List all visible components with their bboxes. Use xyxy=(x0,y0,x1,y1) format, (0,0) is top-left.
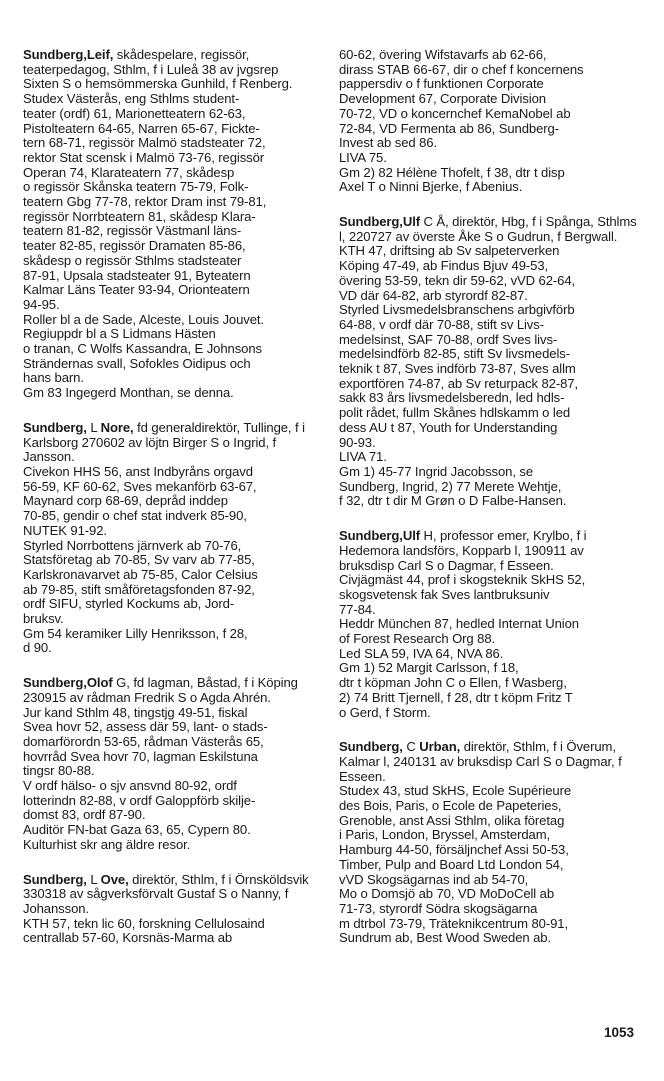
biography-entry xyxy=(339,215,637,509)
given-name: Ulf xyxy=(402,214,420,230)
entry-headline xyxy=(23,676,313,705)
entry-title-text: fd generaldirektör, Tullinge, f i Karlsborg 270602 av löjtn Birger S o Ingrid, f Jansson. xyxy=(23,419,305,465)
entry-paragraph: Civjägmäst 44, prof i skogsteknik SkHS 52, skogsvetensk fak Sves lantbruksuniv 77-84. xyxy=(339,572,586,617)
entry-paragraph: Jur kand Sthlm 48, tingstjg 49-51, fiskal Svea hovr 52, assess där 59, lant- o stads- domarförordn 53-65, rådman Västerås 65, hovrråd Svea hovr 70, lagman Eskilstuna tingsr 80-88. xyxy=(23,704,268,779)
biography-entry xyxy=(339,529,637,720)
entry-surname: Sundberg, xyxy=(23,871,87,887)
entry-title-text: direktör, Sthlm, f i Örnsköldsvik 330318 av sågverksförvalt Gustaf S o Nanny, f Johansson. xyxy=(23,871,309,916)
given-name-prefix: C xyxy=(402,739,420,755)
entry-paragraph: Roller bl a de Sade, Alceste, Louis Jouvet. Regiuppdr bl a S Lidmans Hästen o tranan, C Wolfs Kassandra, E Johnsons Strändernas svall, Sofokles Oidipus och hans barn. xyxy=(23,311,264,386)
entry-paragraph: LIVA 75. xyxy=(339,149,387,165)
given-name: Olof xyxy=(86,675,113,691)
entry-paragraph: LIVA 71. xyxy=(339,449,387,465)
entry-paragraph: Gm 83 Ingegerd Monthan, se denna. xyxy=(23,385,234,401)
entry-title-text: direktör, Sthlm, f i Överum, Kalmar l, 240131 av bruksdisp Carl S o Dagmar, f Esseen. xyxy=(339,739,622,784)
entry-paragraph: Styrled Norrbottens järnverk ab 70-76, Statsföretag ab 70-85, Sv varv ab 77-85, Karlskronavarvet ab 75-85, Calor Celsius ab 79-85, stift småföretagsfonden 87-92, ordf SIFU, styrled Kockums ab, Jord- bruksv. xyxy=(23,537,258,627)
entry-paragraph: Studex Västerås, eng Sthlms student- teater (ordf) 61, Marionetteatern 62-63, Pistolteatern 64-65, Narren 65-67, Fickte- tern 68-71, regissör Malmö stadsteater 72, rektor Stat scensk i Malmö 73-76, regissör Operan 74, Klarateatern 77, skådesp o regissör Skånska teatern 75-79, Folk- teatern Gbg 77-78, rektor Dram inst 79-81, regissör Norrbteatern 81, skådesp Klara- teatern 81-82, regissör Västmanl läns- teater 82-85, regissör Dramaten 85-86, skådesp o regissör Sthlms stadsteater 87-91, Upsala stadsteater 91, Byteatern Kalmar Läns Teater 93-94, Orionteatern 94-95. xyxy=(23,91,267,312)
given-name-suffix: G, xyxy=(112,675,130,691)
given-name-prefix: L xyxy=(86,419,101,435)
biography-entry xyxy=(23,873,313,947)
entry-headline xyxy=(339,215,637,244)
entry-paragraph: Studex 43, stud SkHS, Ecole Supérieure des Bois, Paris, o Ecole de Papeteries, Grenoble, anst Assi Sthlm, olika företag i Paris, London, Bryssel, Amsterdam, Hamburg 44-50, försäljnchef Assi 50-53, Timber, Pulp and Board Ltd London 54, vVD Skogsägarnas ind ab 54-70, Mo o Domsjö ab 70, VD MoDoCell ab 71-73, styrordf Södra skogsägarna m dtrbol 73-79, Träteknikcentrum 80-91, Sundrum ab, Best Wood Sweden ab. xyxy=(339,783,572,946)
entry-paragraph: Heddr München 87, hedled Internat Union of Forest Research Org 88. xyxy=(339,616,579,647)
entry-surname: Sundberg, xyxy=(339,528,403,544)
entry-paragraph: Auditör FN-bat Gaza 63, 65, Cypern 80. Kulturhist skr ang äldre resor. xyxy=(23,822,251,852)
biography-entry xyxy=(339,740,637,946)
given-name-prefix: L xyxy=(86,871,101,887)
entry-surname: Sundberg, xyxy=(339,214,403,230)
entry-paragraph: Gm 2) 82 Hélène Thofelt, f 38, dtr t disp Axel T o Ninni Bjerke, f Abenius. xyxy=(339,164,565,195)
entry-paragraph: KTH 47, driftsing ab Sv salpeterverken Köping 47-49, ab Findus Bjuv 49-53, övering 53-59, tekn dir 59-62, vVD 62-64, VD där 64-82, arb styrordf 82-87. Styrled Livsmedelsbranschens arbgivförb 64-88, v ordf där 70-88, stift sv Livs- medelsinst, SAF 70-88, ordf Sves livs- medelsindförb 82-85, stift Sv livsmedels- teknik t 87, Sves indförb 73-87, Sves allm exportfören 74-87, ab Sv returpack 82-87, sakk 83 års livsmedelsberedn, led hdls- polit rådet, fullm Skånes hdlskamm o led dess AU t 87, Youth for Understanding 90-93. xyxy=(339,243,579,450)
given-name: Leif, xyxy=(86,47,114,62)
entry-paragraph: Gm 54 keramiker Lilly Henriksson, f 28, d 90. xyxy=(23,625,248,656)
entry-paragraph: Civekon HHS 56, anst Indbyråns orgavd 56-59, KF 60-62, Sves mekanförb 63-67, Maynard corp 68-69, depråd inddep 70-85, gendir o chef stat indverk 85-90, NUTEK 91-92. xyxy=(23,463,257,538)
entry-paragraph: KTH 57, tekn lic 60, forskning Cellulosaind centrallab 57-60, Korsnäs-Marma ab xyxy=(23,915,265,946)
entry-surname: Sundberg, xyxy=(23,47,87,62)
right-column xyxy=(339,48,637,966)
entry-title-text: skådespelare, regissör, teaterpedagog, Sthlm, f i Luleå 38 av jvgsrep Sixten S o hemsömmerska Gunhild, f Renberg. xyxy=(23,47,293,92)
biography-entry xyxy=(23,676,313,852)
entry-headline xyxy=(23,421,313,465)
given-name: Ove, xyxy=(100,871,129,887)
entry-title-text: professor emer, Krylbo, f i Hedemora landsförs, Kopparb l, 190911 av bruksdisp Carl S o Dagmar, f Esseen. xyxy=(339,528,587,573)
entry-headline xyxy=(339,740,637,784)
given-name-suffix: H, xyxy=(420,528,437,544)
given-name: Nore, xyxy=(100,419,134,435)
entry-paragraph: Led SLA 59, IVA 64, NVA 86. xyxy=(339,645,504,661)
entry-surname: Sundberg, xyxy=(23,675,87,691)
entry-paragraph: V ordf hälso- o sjv ansvnd 80-92, ordf lotterindn 82-88, v ordf Galoppförb skilje- domst 83, ordf 87-90. xyxy=(23,778,256,823)
entry-headline xyxy=(339,529,637,573)
entry-title-text: direktör, Hbg, f i Spånga, Sthlms l, 220727 av överste Åke S o Gudrun, f Bergwall. xyxy=(339,214,637,244)
entry-surname: Sundberg, xyxy=(339,739,403,755)
biography-entry xyxy=(339,48,637,195)
given-name: Urban, xyxy=(419,739,461,755)
biography-entry xyxy=(23,421,313,656)
entry-headline xyxy=(23,48,313,92)
left-column xyxy=(23,48,313,966)
entry-title-text: fd lagman, Båstad, f i Köping 230915 av rådman Fredrik S o Agda Ahrén. xyxy=(23,675,298,705)
given-name: Ulf xyxy=(402,528,420,544)
entry-headline xyxy=(23,873,313,917)
entry-paragraph: Gm 1) 52 Margit Carlsson, f 18, dtr t köpman John C o Ellen, f Wasberg, 2) 74 Britt Tjernell, f 28, dtr t köpm Fritz T o Gerd, f Storm. xyxy=(339,660,573,720)
entry-surname: Sundberg, xyxy=(23,419,87,435)
biography-entry xyxy=(23,48,313,401)
page-number: 1053 xyxy=(603,1025,634,1040)
entry-paragraph: Gm 1) 45-77 Ingrid Jacobsson, se Sundberg, Ingrid, 2) 77 Merete Wehtje, f 32, dtr t dir M Grøn o D Falbe-Hansen. xyxy=(339,463,567,509)
entry-paragraph: 60-62, övering Wifstavarfs ab 62-66, dirass STAB 66-67, dir o chef f koncernens pappersdiv o f funktionen Corporate Development 67, Corporate Division 70-72, VD o koncernchef KemaNobel ab 72-84, VD Fermenta ab 86, Sundberg- Invest ab sed 86. xyxy=(339,47,584,151)
given-name-suffix: C Å, xyxy=(420,214,449,230)
